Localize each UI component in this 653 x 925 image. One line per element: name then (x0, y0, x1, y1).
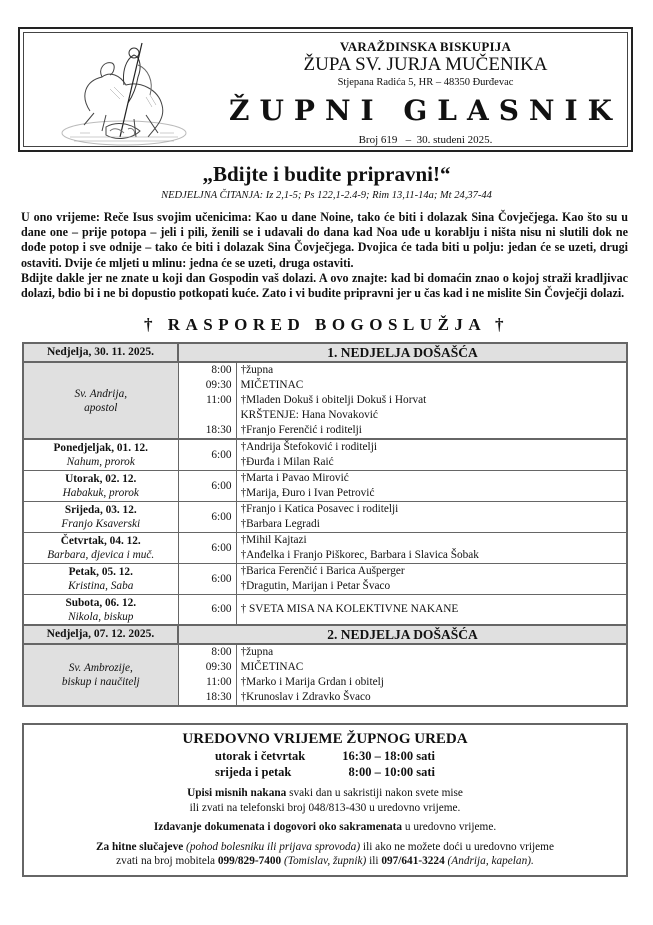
or-text: ili (366, 855, 382, 868)
weekday-row (23, 564, 627, 595)
saint-line: Sv. Andrija, (74, 387, 128, 400)
mass-time: 11:00 (206, 676, 232, 689)
weekday-date: Utorak, 02. 12. (65, 473, 137, 486)
mass-intention: †Barica Ferenčić i Barica Aušperger (240, 565, 405, 578)
mass-intention: †Mihil Kajtazi (240, 534, 307, 547)
mass-intention: †Dragutin, Marijan i Petar Švaco (240, 580, 391, 593)
mass-intentions (236, 471, 627, 502)
weekday-saint: Habakuk, prorok (62, 487, 139, 500)
phone-pastor: 099/829-7400 (217, 855, 282, 868)
office-hours-row (24, 748, 626, 764)
mass-time: 18:30 (205, 691, 232, 704)
mass-intention: †župna (240, 364, 274, 377)
mass-intention: MIČETINAC (240, 379, 304, 392)
weekday-saint: Nikola, biskup (68, 610, 134, 623)
weekday-row (23, 595, 627, 626)
mass-intention: KRŠTENJE: Hana Novaković (240, 409, 378, 422)
mass-intention: †Marija, Đuro i Ivan Petrović (240, 487, 375, 500)
gospel-title: „Bdijte i budite pripravni!“ (202, 162, 451, 186)
masthead-inner-frame (23, 32, 628, 147)
sunday-name: 1. NEDJELJA DOŠAŠĆA (178, 343, 627, 362)
call-text: zvati na broj mobitela (116, 855, 218, 868)
mass-time: 11:00 (206, 394, 232, 407)
mass-time: 8:00 (211, 646, 232, 659)
sunday-header-row (23, 625, 627, 644)
mass-schedule-table (22, 342, 628, 707)
parish-address: Stjepana Radića 5, HR – 48350 Đurđevac (337, 77, 514, 88)
saint-line: Sv. Ambrozije, (68, 662, 133, 675)
mass-intention: †Marko i Marija Grdan i obitelj (240, 676, 384, 689)
schedule-title: † RASPORED BOGOSLUŽJA † (143, 315, 509, 335)
office-days: srijeda i petak (215, 765, 292, 780)
weekday-saint: Franjo Ksaverski (61, 518, 141, 531)
weekday-cell (23, 564, 178, 595)
mass-time: 8:00 (211, 364, 232, 377)
weekday-row (23, 533, 627, 564)
mass-intentions (236, 533, 627, 564)
documents-text: u uredovno vrijeme. (402, 821, 497, 834)
mass-intention: †Franjo i Katica Posavec i roditelji (240, 503, 399, 516)
weekday-cell (23, 533, 178, 564)
mass-time (179, 408, 232, 423)
sunday-readings: NEDJELJNA ČITANJA: Iz 2,1-5; Ps 122,1-2.4-9; Rim 13,11-14a; Mt 24,37-44 (161, 190, 492, 201)
masthead (18, 27, 633, 152)
mass-intentions (236, 595, 627, 626)
mass-time: 6:00 (178, 595, 236, 626)
weekday-cell (23, 471, 178, 502)
urgent-italic: (pohod bolesniku ili prijava sprovoda) (183, 840, 361, 853)
mass-time: 6:00 (178, 533, 236, 564)
sunday-name: 2. NEDJELJA DOŠAŠĆA (178, 625, 627, 644)
mass-times (178, 362, 236, 439)
mass-intention: †Franjo Ferenčić i roditelji (240, 424, 362, 437)
saint-george-logo-icon (50, 41, 198, 149)
weekday-date: Petak, 05. 12. (68, 566, 133, 579)
mass-intention: †Andrija Štefoković i roditelji (240, 441, 377, 454)
mass-time: 6:00 (178, 471, 236, 502)
office-hours-title: UREDOVNO VRIJEME ŽUPNOG UREDA (182, 731, 468, 748)
documents-info (24, 820, 626, 835)
weekday-date: Četvrtak, 04. 12. (60, 535, 141, 548)
saint-line: apostol (84, 401, 118, 414)
intentions-bold: Upisi misnih nakana (187, 787, 287, 800)
office-time: 16:30 – 18:00 sati (342, 749, 435, 764)
office-hours-notice (22, 723, 628, 877)
gospel-paragraph: Bdijte dakle jer ne znate u koji dan Gospodin vaš dolazi. A ovo znajte: kad bi domaćin znao o kojoj straži kradljivac dolazi, bdio bi i ne bi dopustio potkopati kuće. Zato i vi budite pripravni jer u čas kad i ne mislite Sin Čovječji dolazi. (21, 270, 628, 301)
phone-chaplain-note: (Andrija, kapelan). (444, 855, 534, 868)
mass-time: 09:30 (205, 661, 232, 674)
mass-intention: †Đurđa i Milan Raić (240, 456, 334, 469)
parish-name: ŽUPA SV. JURJA MUČENIKA (303, 54, 548, 75)
gospel-text (21, 210, 628, 301)
issue-number-date: Broj 619 – 30. studeni 2025. (358, 134, 493, 146)
office-hours-list (24, 748, 626, 780)
sunday-masses-row (23, 644, 627, 706)
mass-intention: †Krunoslav i Zdravko Švaco (240, 691, 371, 704)
weekday-date: Subota, 06. 12. (65, 596, 137, 609)
phone-chaplain: 097/641-3224 (381, 855, 445, 868)
mass-time: 6:00 (178, 439, 236, 471)
weekday-cell (23, 595, 178, 626)
weekday-saint: Nahum, prorok (66, 456, 135, 469)
weekday-row (23, 471, 627, 502)
sunday-saint (23, 644, 178, 706)
mass-time: 18:30 (205, 424, 232, 437)
gospel-paragraph: U ono vrijeme: Reče Isus svojim učenicima: Kao u dane Noine, tako će biti i dolazak Sina Čovječjega. Kao što su u dane one – prije potopa – jeli i pili, ženili se i udavali do dana kad Noa uđe u korablju i ništa nisu ni slutili dok ne dođe potop i sve odnije – tako će biti i dolazak Sina Čovječjega. Dvojica će tada biti u polju: jedan će se uzeti, drugi ostaviti. Dvije će mljeti u mlinu: jedna će se uzeti, druga ostaviti. (21, 210, 628, 270)
mass-intention: †župna (240, 646, 274, 659)
mass-intention: †Marta i Pavao Mirović (240, 472, 349, 485)
sunday-date: Nedjelja, 07. 12. 2025. (23, 625, 178, 644)
saint-line: biskup i naučitelj (61, 676, 140, 689)
page (0, 27, 653, 877)
office-days: utorak i četvrtak (215, 749, 306, 764)
mass-intention: MIČETINAC (240, 661, 304, 674)
weekday-row (23, 439, 627, 471)
office-hours-row (24, 764, 626, 780)
weekday-saint: Kristina, Saba (68, 580, 134, 593)
sunday-masses-row (23, 362, 627, 439)
mass-intention: † SVETA MISA NA KOLEKTIVNE NAKANE (240, 603, 459, 616)
weekday-cell (23, 502, 178, 533)
mass-time: 09:30 (205, 379, 232, 392)
phone-pastor-note: (Tomislav, župnik) (281, 855, 367, 868)
mass-intentions-info (24, 786, 626, 815)
weekday-row (23, 502, 627, 533)
mass-intentions (236, 439, 627, 471)
weekday-date: Srijeda, 03. 12. (64, 504, 137, 517)
mass-intention: †Mladen Dokuš i obitelji Dokuš i Horvat (240, 394, 427, 407)
mass-times (178, 644, 236, 706)
mass-time: 6:00 (178, 502, 236, 533)
mass-intentions (236, 564, 627, 595)
urgent-text: ili ako ne možete doći u uredovno vrijeme (360, 840, 554, 853)
masthead-text (224, 33, 627, 147)
mass-intentions (236, 644, 627, 706)
mass-time: 6:00 (178, 564, 236, 595)
mass-intentions (236, 362, 627, 439)
documents-bold: Izdavanje dokumenata i dogovori oko sakramenata (153, 821, 403, 834)
newsletter-title: ŽUPNI GLASNIK (229, 94, 622, 127)
weekday-cell (23, 439, 178, 471)
intentions-phone-text: ili zvati na telefonski broj 048/813-430 u uredovno vrijeme. (189, 801, 461, 814)
intentions-text: svaki dan u sakristiji nakon svete mise (286, 787, 463, 800)
sunday-header-row (23, 343, 627, 362)
mass-intention: †Barbara Legradi (240, 518, 320, 531)
weekday-date: Ponedjeljak, 01. 12. (53, 442, 148, 455)
weekday-saint: Barbara, djevica i muč. (47, 549, 155, 562)
mass-intention: †Anđelka i Franjo Piškorec, Barbara i Slavica Šobak (240, 549, 479, 562)
mass-intentions (236, 502, 627, 533)
office-time: 8:00 – 10:00 sati (348, 765, 435, 780)
sunday-saint (23, 362, 178, 439)
urgent-bold: Za hitne slučajeve (96, 840, 184, 853)
diocese-name: VARAŽDINSKA BISKUPIJA (339, 39, 512, 54)
urgent-info (24, 840, 626, 869)
sunday-date: Nedjelja, 30. 11. 2025. (23, 343, 178, 362)
